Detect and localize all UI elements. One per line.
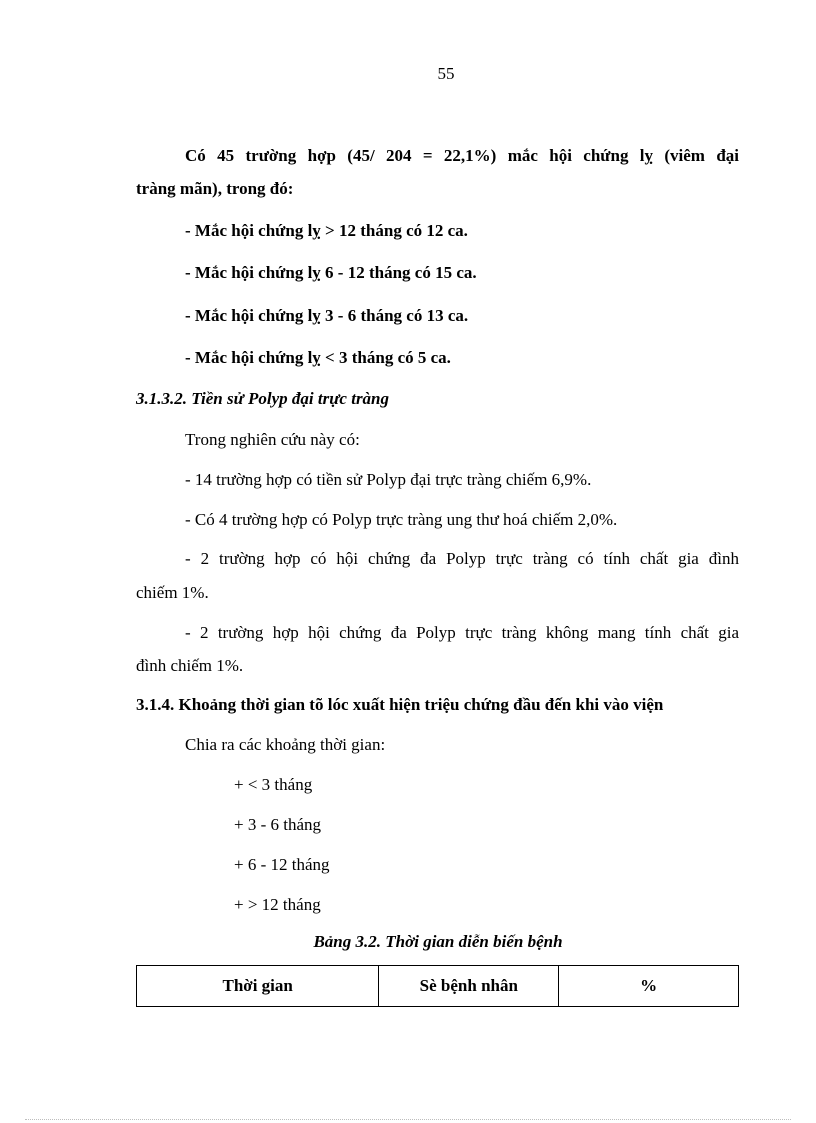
- list-item: đình chiếm 1%.: [136, 656, 244, 675]
- table-header-cell: Thời gian: [137, 966, 379, 1007]
- list-item: chiếm 1%.: [136, 583, 209, 602]
- table-header-cell: %: [559, 966, 739, 1007]
- interval-item: + 3 - 6 tháng: [234, 815, 322, 834]
- table-caption: Bảng 3.2. Thời gian diễn biến bệnh: [313, 932, 563, 951]
- table-header-row: [137, 966, 739, 1007]
- list-item: - Mắc hội chứng lỵ 3 - 6 tháng có 13 ca.: [185, 306, 469, 325]
- list-item: - Mắc hội chứng lỵ > 12 tháng có 12 ca.: [185, 221, 468, 240]
- section-heading: 3.1.4. Khoảng thời gian tõ lóc xuất hiện triệu chứng đầu đến khi vào viện: [136, 695, 664, 714]
- paragraph-line: Trong nghiên cứu này có:: [185, 430, 360, 449]
- table-header-cell: Sè bệnh nhân: [379, 966, 559, 1007]
- section-heading: 3.1.3.2. Tiền sử Polyp đại trực tràng: [136, 389, 390, 408]
- interval-item: + > 12 tháng: [234, 895, 321, 914]
- paragraph-line: Có 45 trường hợp (45/ 204 = 22,1%) mắc hội chứng lỵ (viêm đại: [185, 146, 739, 165]
- list-item: - 2 trường hợp có hội chứng đa Polyp trực tràng có tính chất gia đình: [185, 549, 739, 568]
- list-item: - Mắc hội chứng lỵ 6 - 12 tháng có 15 ca.: [185, 263, 477, 282]
- paragraph-line: tràng mãn), trong đó:: [136, 179, 294, 198]
- page-divider: [25, 1119, 791, 1120]
- list-item: - 2 trường hợp hội chứng đa Polyp trực tràng không mang tính chất gia: [185, 623, 739, 642]
- paragraph-line: Chia ra các khoảng thời gian:: [185, 735, 386, 754]
- list-item: - Có 4 trường hợp có Polyp trực tràng ung thư hoá chiếm 2,0%.: [185, 510, 618, 529]
- list-item: - Mắc hội chứng lỵ < 3 tháng có 5 ca.: [185, 348, 451, 367]
- page-number: 55: [437, 64, 455, 83]
- list-item: - 14 trường hợp có tiền sử Polyp đại trực tràng chiếm 6,9%.: [185, 470, 592, 489]
- interval-item: + 6 - 12 tháng: [234, 855, 330, 874]
- data-table: [136, 965, 739, 1007]
- interval-item: + < 3 tháng: [234, 775, 313, 794]
